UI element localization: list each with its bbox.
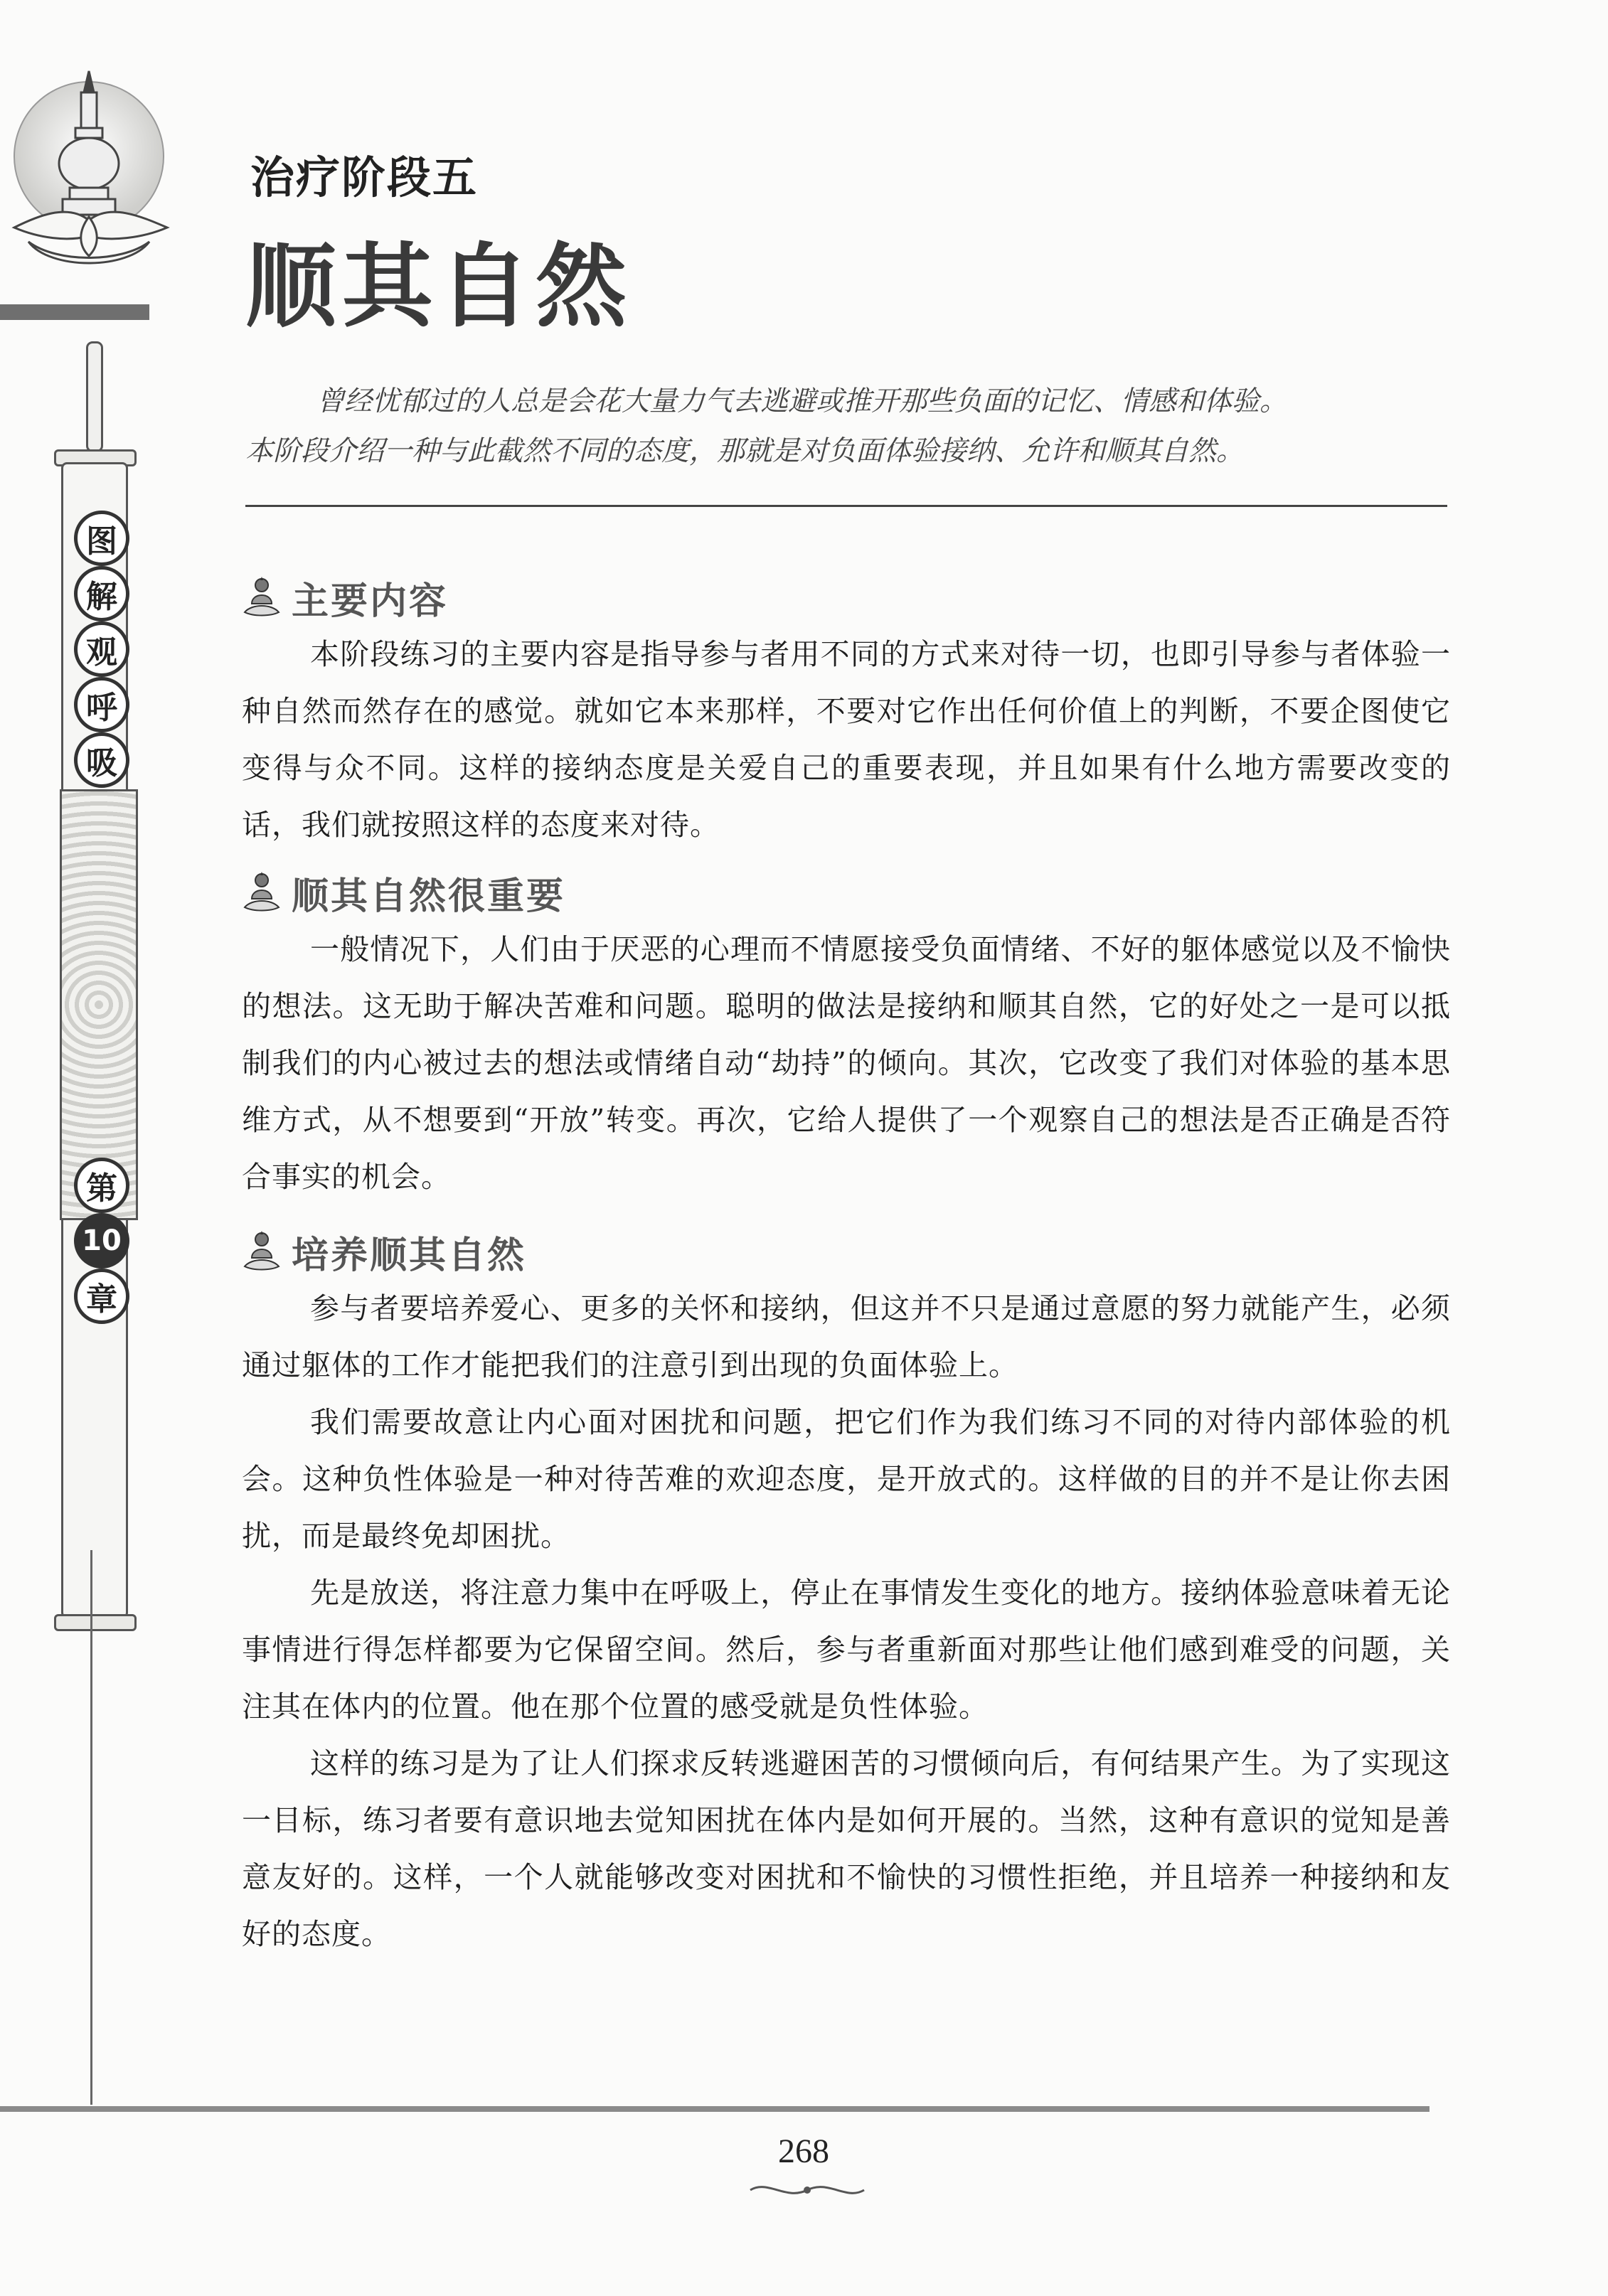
side-accent-bar	[0, 304, 149, 320]
chapter-char: 章	[74, 1269, 129, 1324]
book-title-char: 图	[74, 511, 129, 566]
chapter-number: 10	[74, 1213, 129, 1269]
section-main-content	[242, 569, 1451, 853]
header-divider	[245, 505, 1447, 507]
page-number: 268	[778, 2132, 829, 2170]
meditating-figure-icon	[242, 1229, 282, 1274]
section-heading-row	[242, 569, 1451, 626]
intro-line: 本阶段介绍一种与此截然不同的态度，那就是对负面体验接纳、允许和顺其自然。	[245, 435, 1245, 467]
section-heading: 主要内容	[292, 579, 449, 623]
section-heading: 培养顺其自然	[292, 1233, 527, 1277]
section-paragraph: 本阶段练习的主要内容是指导参与者用不同的方式来对待一切，也即引导参与者体验一种自然而然存在的感觉。就如它本来那样，不要对它作出任何价值上的判断，不要企图使它变得与众不同。这样的接纳态度是关爱自己的重要表现，并且如果有什么地方需要改变的话，我们就按照这样的态度来对待。	[242, 637, 1451, 842]
stupa-lotus-ornament	[7, 50, 171, 284]
chapter-char: 第	[74, 1158, 129, 1213]
section-paragraph: 先是放送，将注意力集中在呼吸上，停止在事情发生变化的地方。接纳体验意味着无论事情进行得怎样都要为它保留空间。然后，参与者重新面对那些让他们感到难受的问题，关注其在体内的位置。他在那个位置的感受就是负性体验。	[242, 1576, 1451, 1724]
section-paragraph: 一般情况下，人们由于厌恶的心理而不情愿接受负面情绪、不好的躯体感觉以及不愉快的想法。这无助于解决苦难和问题。聪明的做法是接纳和顺其自然，它的好处之一是可以抵制我们的内心被过去的想法或情绪自动“劫持”的倾向。其次，它改变了我们对体验的基本思维方式，从不想要到“开放”转变。再次，它给人提供了一个观察自己的想法是否正确是否符合事实的机会。	[242, 932, 1451, 1194]
stage-label: 治疗阶段五	[250, 151, 479, 203]
section-paragraph: 我们需要故意让内心面对困扰和问题，把它们作为我们练习不同的对待内部体验的机会。这种负性体验是一种对待苦难的欢迎态度，是开放式的。这样做的目的并不是让你去困扰，而是最终免却困扰。	[242, 1405, 1451, 1553]
scroll-cap-bottom	[54, 1614, 137, 1631]
footer-divider	[0, 2106, 1429, 2112]
section-heading-row	[242, 864, 1451, 921]
intro-line: 曾经忧郁过的人总是会花大量力气去逃避或推开那些负面的记忆、情感和体验。	[316, 385, 1288, 417]
page-title: 顺其自然	[245, 233, 633, 340]
section-paragraph: 这样的练习是为了让人们探求反转逃避困苦的习惯倾向后，有何结果产生。为了实现这一目标，练习者要有意识地去觉知困扰在体内是如何开展的。当然，这种有意识的觉知是善意友好的。这样，一个人就能够改变对困扰和不愉快的习惯性拒绝，并且培养一种接纳和友好的态度。	[242, 1746, 1451, 1951]
section-paragraph: 参与者要培养爱心、更多的关怀和接纳，但这并不只是通过意愿的努力就能产生，必须通过躯体的工作才能把我们的注意引到出现的负面体验上。	[242, 1291, 1451, 1382]
meditating-figure-icon	[242, 870, 282, 914]
section-heading-row	[242, 1223, 1451, 1280]
book-title-char: 吸	[74, 732, 129, 788]
book-title-char: 观	[74, 621, 129, 677]
scroll-pattern-panel	[60, 789, 138, 1220]
intro-text	[245, 377, 1454, 476]
side-rod-line	[90, 1550, 92, 2105]
scroll-finial-top	[86, 341, 103, 452]
book-title-char: 解	[74, 566, 129, 621]
section-heading: 顺其自然很重要	[292, 874, 566, 918]
meditating-figure-icon	[242, 575, 282, 619]
page-number-flourish	[747, 2176, 868, 2204]
book-title-char: 呼	[74, 677, 129, 732]
section-cultivation	[242, 1223, 1451, 1963]
section-importance	[242, 864, 1451, 1205]
